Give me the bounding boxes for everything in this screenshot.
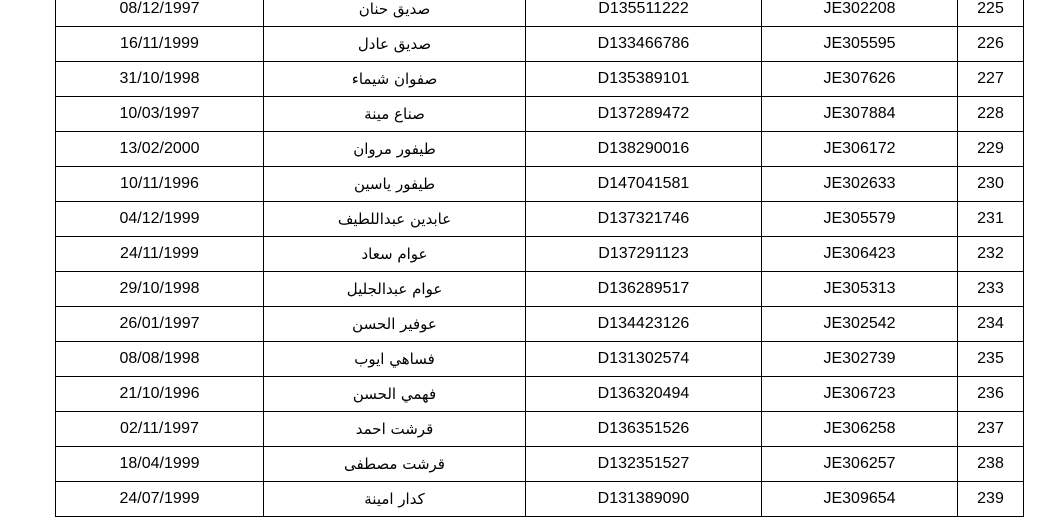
row-number-cell: 238 xyxy=(958,447,1024,482)
birth-date-cell: 31/10/1998 xyxy=(56,62,264,97)
id-number-cell: D135389101 xyxy=(526,62,762,97)
table-row xyxy=(56,482,1024,517)
birth-date-cell: 16/11/1999 xyxy=(56,27,264,62)
id-number-cell: D131389090 xyxy=(526,482,762,517)
table-row xyxy=(56,167,1024,202)
table-row xyxy=(56,447,1024,482)
row-number-cell: 232 xyxy=(958,237,1024,272)
full-name-cell: صديق حنان xyxy=(264,0,526,27)
table-row xyxy=(56,272,1024,307)
id-number-cell: D147041581 xyxy=(526,167,762,202)
id-number-cell: D137291123 xyxy=(526,237,762,272)
row-number-cell: 234 xyxy=(958,307,1024,342)
id-number-cell: D134423126 xyxy=(526,307,762,342)
birth-date-cell: 04/12/1999 xyxy=(56,202,264,237)
full-name-cell: عوفير الحسن xyxy=(264,307,526,342)
id-number-cell: D135511222 xyxy=(526,0,762,27)
row-number-cell: 225 xyxy=(958,0,1024,27)
row-number-cell: 230 xyxy=(958,167,1024,202)
row-number-cell: 228 xyxy=(958,97,1024,132)
full-name-cell: قرشت احمد xyxy=(264,412,526,447)
id-number-cell: D131302574 xyxy=(526,342,762,377)
row-number-cell: 235 xyxy=(958,342,1024,377)
id-number-cell: D132351527 xyxy=(526,447,762,482)
code-cell: JE306257 xyxy=(762,447,958,482)
code-cell: JE302739 xyxy=(762,342,958,377)
table-row xyxy=(56,412,1024,447)
full-name-cell: قرشت مصطفى xyxy=(264,447,526,482)
full-name-cell: عابدين عبداللطيف xyxy=(264,202,526,237)
full-name-cell: صفوان شيماء xyxy=(264,62,526,97)
full-name-cell: فساهي ايوب xyxy=(264,342,526,377)
id-number-cell: D138290016 xyxy=(526,132,762,167)
row-number-cell: 233 xyxy=(958,272,1024,307)
full-name-cell: صناع مينة xyxy=(264,97,526,132)
id-number-cell: D137321746 xyxy=(526,202,762,237)
code-cell: JE306258 xyxy=(762,412,958,447)
birth-date-cell: 21/10/1996 xyxy=(56,377,264,412)
full-name-cell: عوام عبدالجليل xyxy=(264,272,526,307)
birth-date-cell: 24/11/1999 xyxy=(56,237,264,272)
code-cell: JE305313 xyxy=(762,272,958,307)
code-cell: JE305595 xyxy=(762,27,958,62)
full-name-cell: فهمي الحسن xyxy=(264,377,526,412)
code-cell: JE302208 xyxy=(762,0,958,27)
table-row xyxy=(56,97,1024,132)
row-number-cell: 237 xyxy=(958,412,1024,447)
birth-date-cell: 26/01/1997 xyxy=(56,307,264,342)
code-cell: JE305579 xyxy=(762,202,958,237)
id-number-cell: D136320494 xyxy=(526,377,762,412)
table-row xyxy=(56,0,1024,27)
table-row xyxy=(56,307,1024,342)
id-number-cell: D136289517 xyxy=(526,272,762,307)
code-cell: JE306172 xyxy=(762,132,958,167)
code-cell: JE309654 xyxy=(762,482,958,517)
full-name-cell: صديق عادل xyxy=(264,27,526,62)
code-cell: JE306723 xyxy=(762,377,958,412)
code-cell: JE307626 xyxy=(762,62,958,97)
records-table-body xyxy=(56,0,1024,517)
birth-date-cell: 10/03/1997 xyxy=(56,97,264,132)
birth-date-cell: 13/02/2000 xyxy=(56,132,264,167)
row-number-cell: 227 xyxy=(958,62,1024,97)
row-number-cell: 231 xyxy=(958,202,1024,237)
birth-date-cell: 02/11/1997 xyxy=(56,412,264,447)
records-table xyxy=(55,0,1024,517)
table-row xyxy=(56,342,1024,377)
full-name-cell: طيفور مروان xyxy=(264,132,526,167)
code-cell: JE302633 xyxy=(762,167,958,202)
row-number-cell: 229 xyxy=(958,132,1024,167)
full-name-cell: عوام سعاد xyxy=(264,237,526,272)
table-row xyxy=(56,132,1024,167)
birth-date-cell: 29/10/1998 xyxy=(56,272,264,307)
code-cell: JE306423 xyxy=(762,237,958,272)
id-number-cell: D136351526 xyxy=(526,412,762,447)
birth-date-cell: 24/07/1999 xyxy=(56,482,264,517)
full-name-cell: كدار امينة xyxy=(264,482,526,517)
birth-date-cell: 18/04/1999 xyxy=(56,447,264,482)
table-row xyxy=(56,202,1024,237)
table-row xyxy=(56,27,1024,62)
row-number-cell: 236 xyxy=(958,377,1024,412)
row-number-cell: 226 xyxy=(958,27,1024,62)
id-number-cell: D133466786 xyxy=(526,27,762,62)
birth-date-cell: 08/12/1997 xyxy=(56,0,264,27)
row-number-cell: 239 xyxy=(958,482,1024,517)
id-number-cell: D137289472 xyxy=(526,97,762,132)
code-cell: JE302542 xyxy=(762,307,958,342)
birth-date-cell: 08/08/1998 xyxy=(56,342,264,377)
table-row xyxy=(56,62,1024,97)
code-cell: JE307884 xyxy=(762,97,958,132)
table-row xyxy=(56,377,1024,412)
table-row xyxy=(56,237,1024,272)
full-name-cell: طيفور ياسين xyxy=(264,167,526,202)
birth-date-cell: 10/11/1996 xyxy=(56,167,264,202)
